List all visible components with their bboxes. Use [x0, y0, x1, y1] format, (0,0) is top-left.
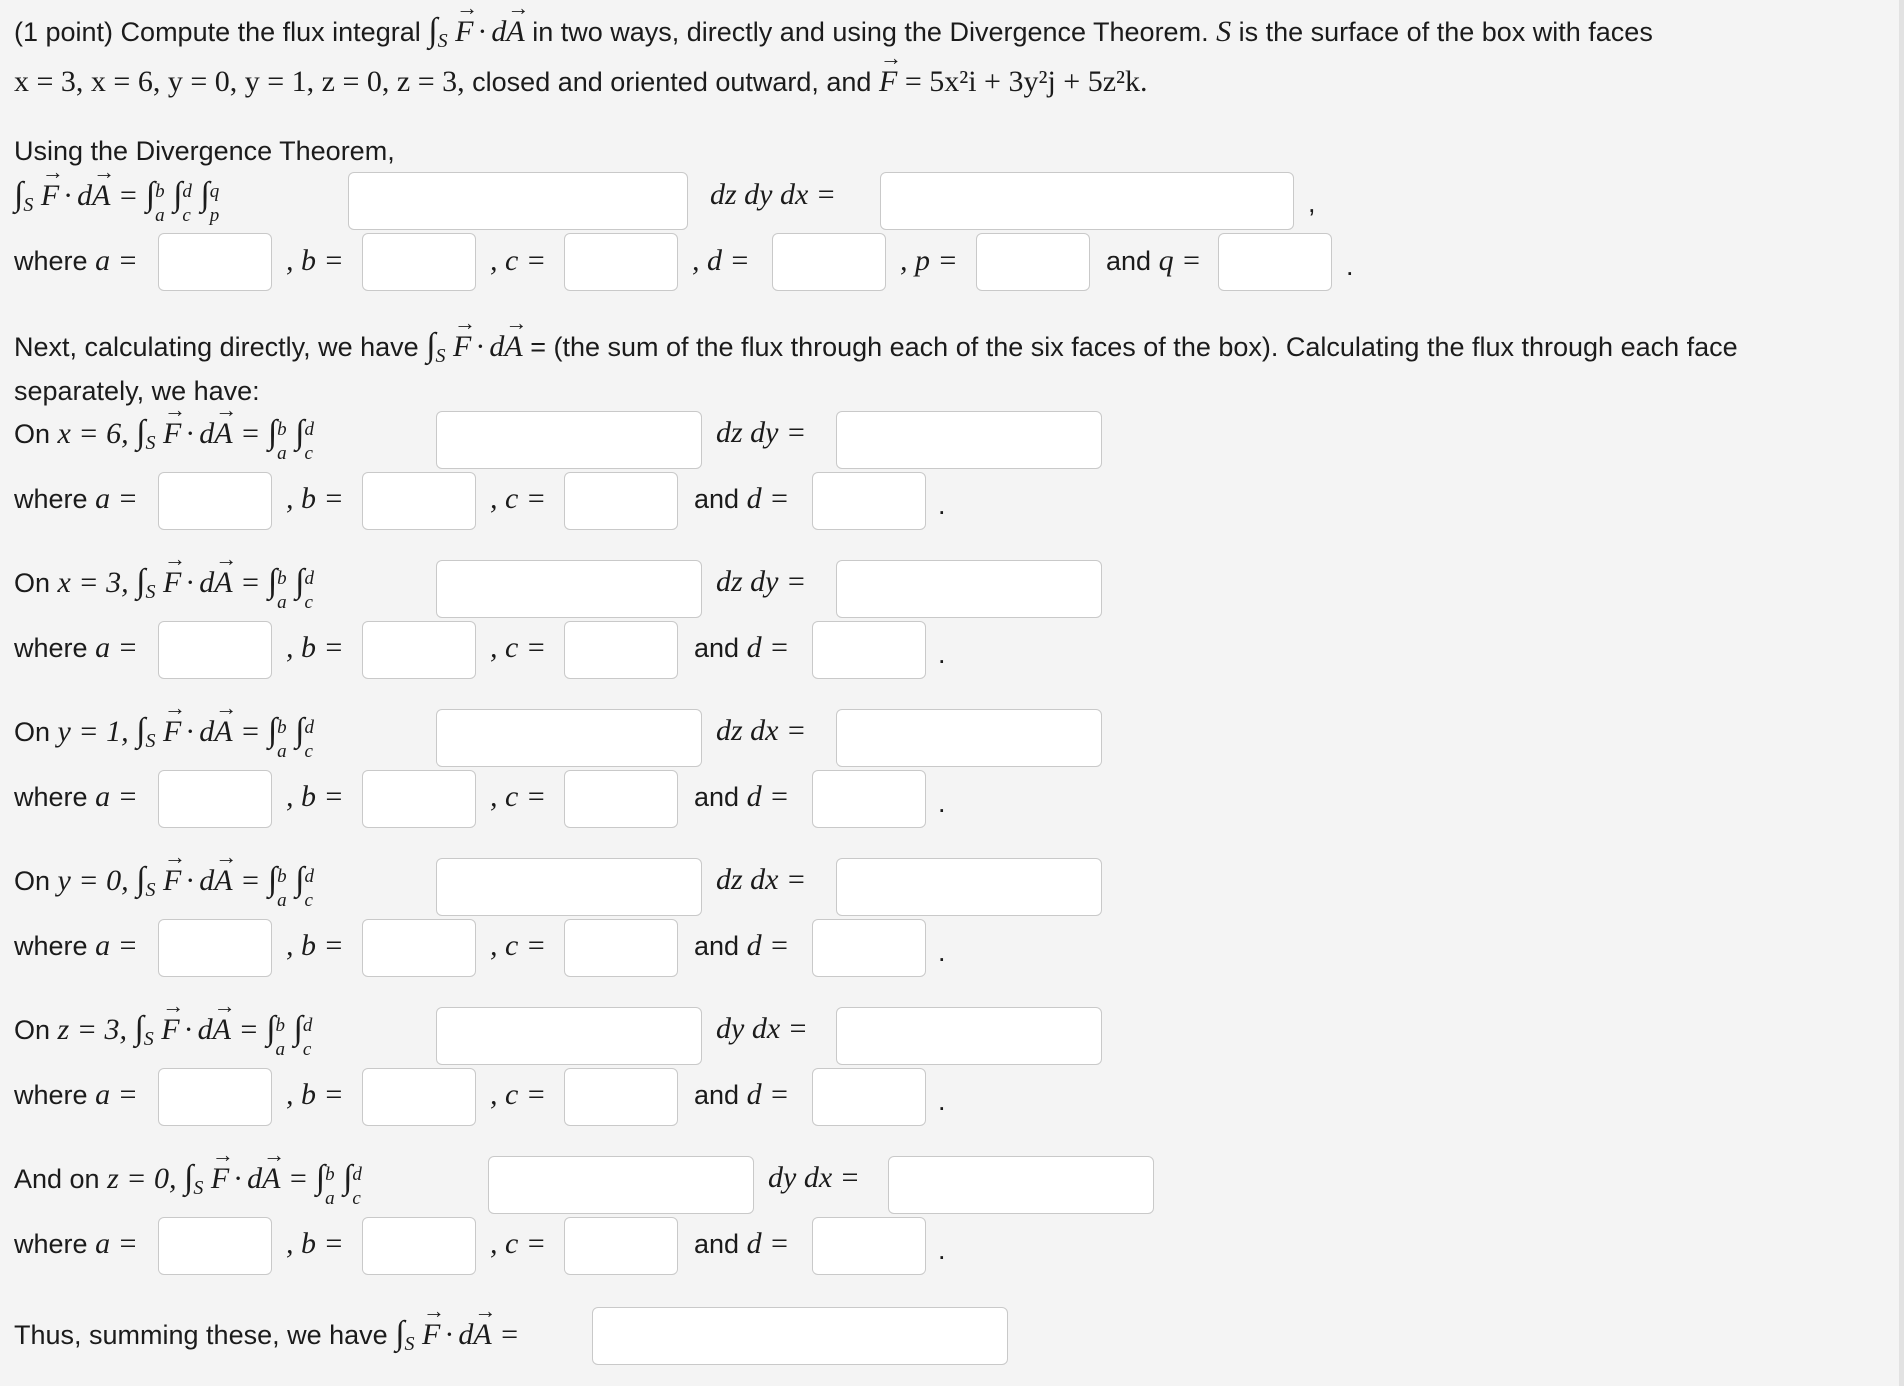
face-where-label: where a =: [14, 482, 138, 515]
surface-symbol: S: [1216, 15, 1232, 48]
face-differentials: dy dx =: [716, 1012, 808, 1045]
face-b-input[interactable]: [362, 1217, 476, 1275]
face-b-label: , b =: [286, 482, 344, 515]
face-c-label: , c =: [490, 482, 547, 515]
face-b-label: , b =: [286, 1078, 344, 1111]
face-integrand-input[interactable]: [436, 1007, 702, 1065]
face-period: .: [938, 639, 946, 669]
face-differentials: dz dy =: [716, 416, 807, 449]
face-a-input[interactable]: [158, 472, 272, 530]
face-differentials: dz dy =: [716, 565, 807, 598]
face-result-input[interactable]: [836, 560, 1102, 618]
divergence-p-label: , p =: [900, 244, 958, 277]
face-b-input[interactable]: [362, 472, 476, 530]
face-d-label: and d =: [694, 929, 790, 962]
face-c-input[interactable]: [564, 621, 678, 679]
face-c-label: , c =: [490, 929, 547, 962]
face-d-input[interactable]: [812, 621, 926, 679]
face-c-input[interactable]: [564, 1068, 678, 1126]
face-integral-expression: On x = 3, $\int_S$ F → · dA → = ∫ b a ∫ d c: [14, 564, 323, 610]
direct-intro-line1: Next, calculating directly, we have $\int_S$ F → · dA → = (the sum of the flux through each of the six faces of the box). Calculating the flux through each face: [14, 328, 1738, 374]
faces-text: closed and oriented outward, and: [472, 67, 872, 97]
face-result-input[interactable]: [836, 858, 1102, 916]
face-d-label: and d =: [694, 1227, 790, 1260]
face-d-input[interactable]: [812, 770, 926, 828]
face-where-label: where a =: [14, 1078, 138, 1111]
face-period: .: [938, 937, 946, 967]
face-a-input[interactable]: [158, 621, 272, 679]
face-where-label: where a =: [14, 929, 138, 962]
divergence-differentials: dz dy dx =: [710, 178, 837, 211]
face-d-input[interactable]: [812, 1217, 926, 1275]
face-integrand-input[interactable]: [436, 709, 702, 767]
summary-line: Thus, summing these, we have $\int_S$ F → · dA → =: [14, 1316, 519, 1362]
face-c-label: , c =: [490, 631, 547, 664]
divergence-q-input[interactable]: [1218, 233, 1332, 291]
face-integrand-input[interactable]: [436, 858, 702, 916]
divergence-a-input[interactable]: [158, 233, 272, 291]
divergence-c-input[interactable]: [564, 233, 678, 291]
divergence-heading: Using the Divergence Theorem,: [14, 136, 395, 166]
face-d-label: and d =: [694, 482, 790, 515]
face-b-label: , b =: [286, 1227, 344, 1260]
face-d-label: and d =: [694, 631, 790, 664]
divergence-comma: ,: [1308, 188, 1316, 218]
problem-statement-line2: x = 3, x = 6, y = 0, y = 1, z = 0, z = 3, closed and oriented outward, and F → = 5x²i + 3y²j + 5z²k.: [14, 64, 1148, 100]
face-integrand-input[interactable]: [436, 560, 702, 618]
face-integrand-input[interactable]: [436, 411, 702, 469]
face-c-input[interactable]: [564, 770, 678, 828]
divergence-d-label: , d =: [692, 244, 750, 277]
direct-intro-line2: separately, we have:: [14, 376, 260, 406]
face-a-input[interactable]: [158, 770, 272, 828]
face-c-input[interactable]: [564, 472, 678, 530]
divergence-d-input[interactable]: [772, 233, 886, 291]
face-period: .: [938, 1086, 946, 1116]
face-d-input[interactable]: [812, 919, 926, 977]
scrollbar-track[interactable]: [1899, 0, 1904, 1386]
face-period: .: [938, 1235, 946, 1265]
face-differentials: dz dx =: [716, 714, 807, 747]
face-b-input[interactable]: [362, 1068, 476, 1126]
face-c-label: , c =: [490, 1078, 547, 1111]
face-differentials: dz dx =: [716, 863, 807, 896]
divergence-period: .: [1346, 251, 1354, 281]
divergence-c-label: , c =: [490, 244, 547, 277]
face-b-label: , b =: [286, 780, 344, 813]
face-b-input[interactable]: [362, 770, 476, 828]
faces-math: x = 3, x = 6, y = 0, y = 1, z = 0, z = 3,: [14, 65, 465, 98]
face-integrand-input[interactable]: [488, 1156, 754, 1214]
face-d-label: and d =: [694, 780, 790, 813]
face-result-input[interactable]: [836, 709, 1102, 767]
face-a-input[interactable]: [158, 1217, 272, 1275]
face-b-input[interactable]: [362, 621, 476, 679]
face-b-label: , b =: [286, 631, 344, 664]
face-d-label: and d =: [694, 1078, 790, 1111]
face-c-input[interactable]: [564, 1217, 678, 1275]
face-where-label: where a =: [14, 631, 138, 664]
total-flux-input[interactable]: [592, 1307, 1008, 1365]
problem-intro: (1 point) Compute the flux integral: [14, 17, 421, 47]
divergence-b-input[interactable]: [362, 233, 476, 291]
face-where-label: where a =: [14, 1227, 138, 1260]
face-result-input[interactable]: [836, 1007, 1102, 1065]
face-integral-expression: On z = 3, $\int_S$ F → · dA → = ∫ b a ∫ d c: [14, 1011, 321, 1057]
face-integral-expression: On x = 6, $\int_S$ F → · dA → = ∫ b a ∫ d c: [14, 415, 323, 461]
problem-intro-mid: in two ways, directly and using the Divergence Theorem.: [532, 17, 1209, 47]
face-b-input[interactable]: [362, 919, 476, 977]
face-d-input[interactable]: [812, 1068, 926, 1126]
divergence-result-input[interactable]: [880, 172, 1294, 230]
face-c-label: , c =: [490, 780, 547, 813]
field-math: = 5x²i + 3y²j + 5z²k.: [904, 65, 1148, 98]
divergence-p-input[interactable]: [976, 233, 1090, 291]
face-result-input[interactable]: [836, 411, 1102, 469]
face-integral-expression: And on z = 0, $\int_S$ F → · dA → = ∫ b a ∫ d c: [14, 1160, 370, 1206]
divergence-where-label: where a =: [14, 244, 138, 277]
face-where-label: where a =: [14, 780, 138, 813]
face-integral-expression: On y = 1, $\int_S$ F → · dA → = ∫ b a ∫ d c: [14, 713, 323, 759]
face-differentials: dy dx =: [768, 1161, 860, 1194]
face-result-input[interactable]: [888, 1156, 1154, 1214]
problem-intro-end: is the surface of the box with faces: [1238, 17, 1653, 47]
divergence-b-label: , b =: [286, 244, 344, 277]
face-period: .: [938, 788, 946, 818]
face-c-label: , c =: [490, 1227, 547, 1260]
divergence-integrand-input[interactable]: [348, 172, 688, 230]
face-c-input[interactable]: [564, 919, 678, 977]
divergence-q-label: and q =: [1106, 244, 1202, 277]
face-period: .: [938, 490, 946, 520]
problem-statement-line1: (1 point) Compute the flux integral $\int_S$ F → · dA → in two ways, directly and using the Divergence Theorem. S is the surface of the box with faces: [14, 13, 1653, 59]
face-b-label: , b =: [286, 929, 344, 962]
face-a-input[interactable]: [158, 919, 272, 977]
divergence-integral-expression: $\int_S$ F → · dA → = ∫ b a ∫ d c ∫ q p: [14, 177, 228, 223]
face-d-input[interactable]: [812, 472, 926, 530]
face-a-input[interactable]: [158, 1068, 272, 1126]
face-integral-expression: On y = 0, $\int_S$ F → · dA → = ∫ b a ∫ d c: [14, 862, 323, 908]
